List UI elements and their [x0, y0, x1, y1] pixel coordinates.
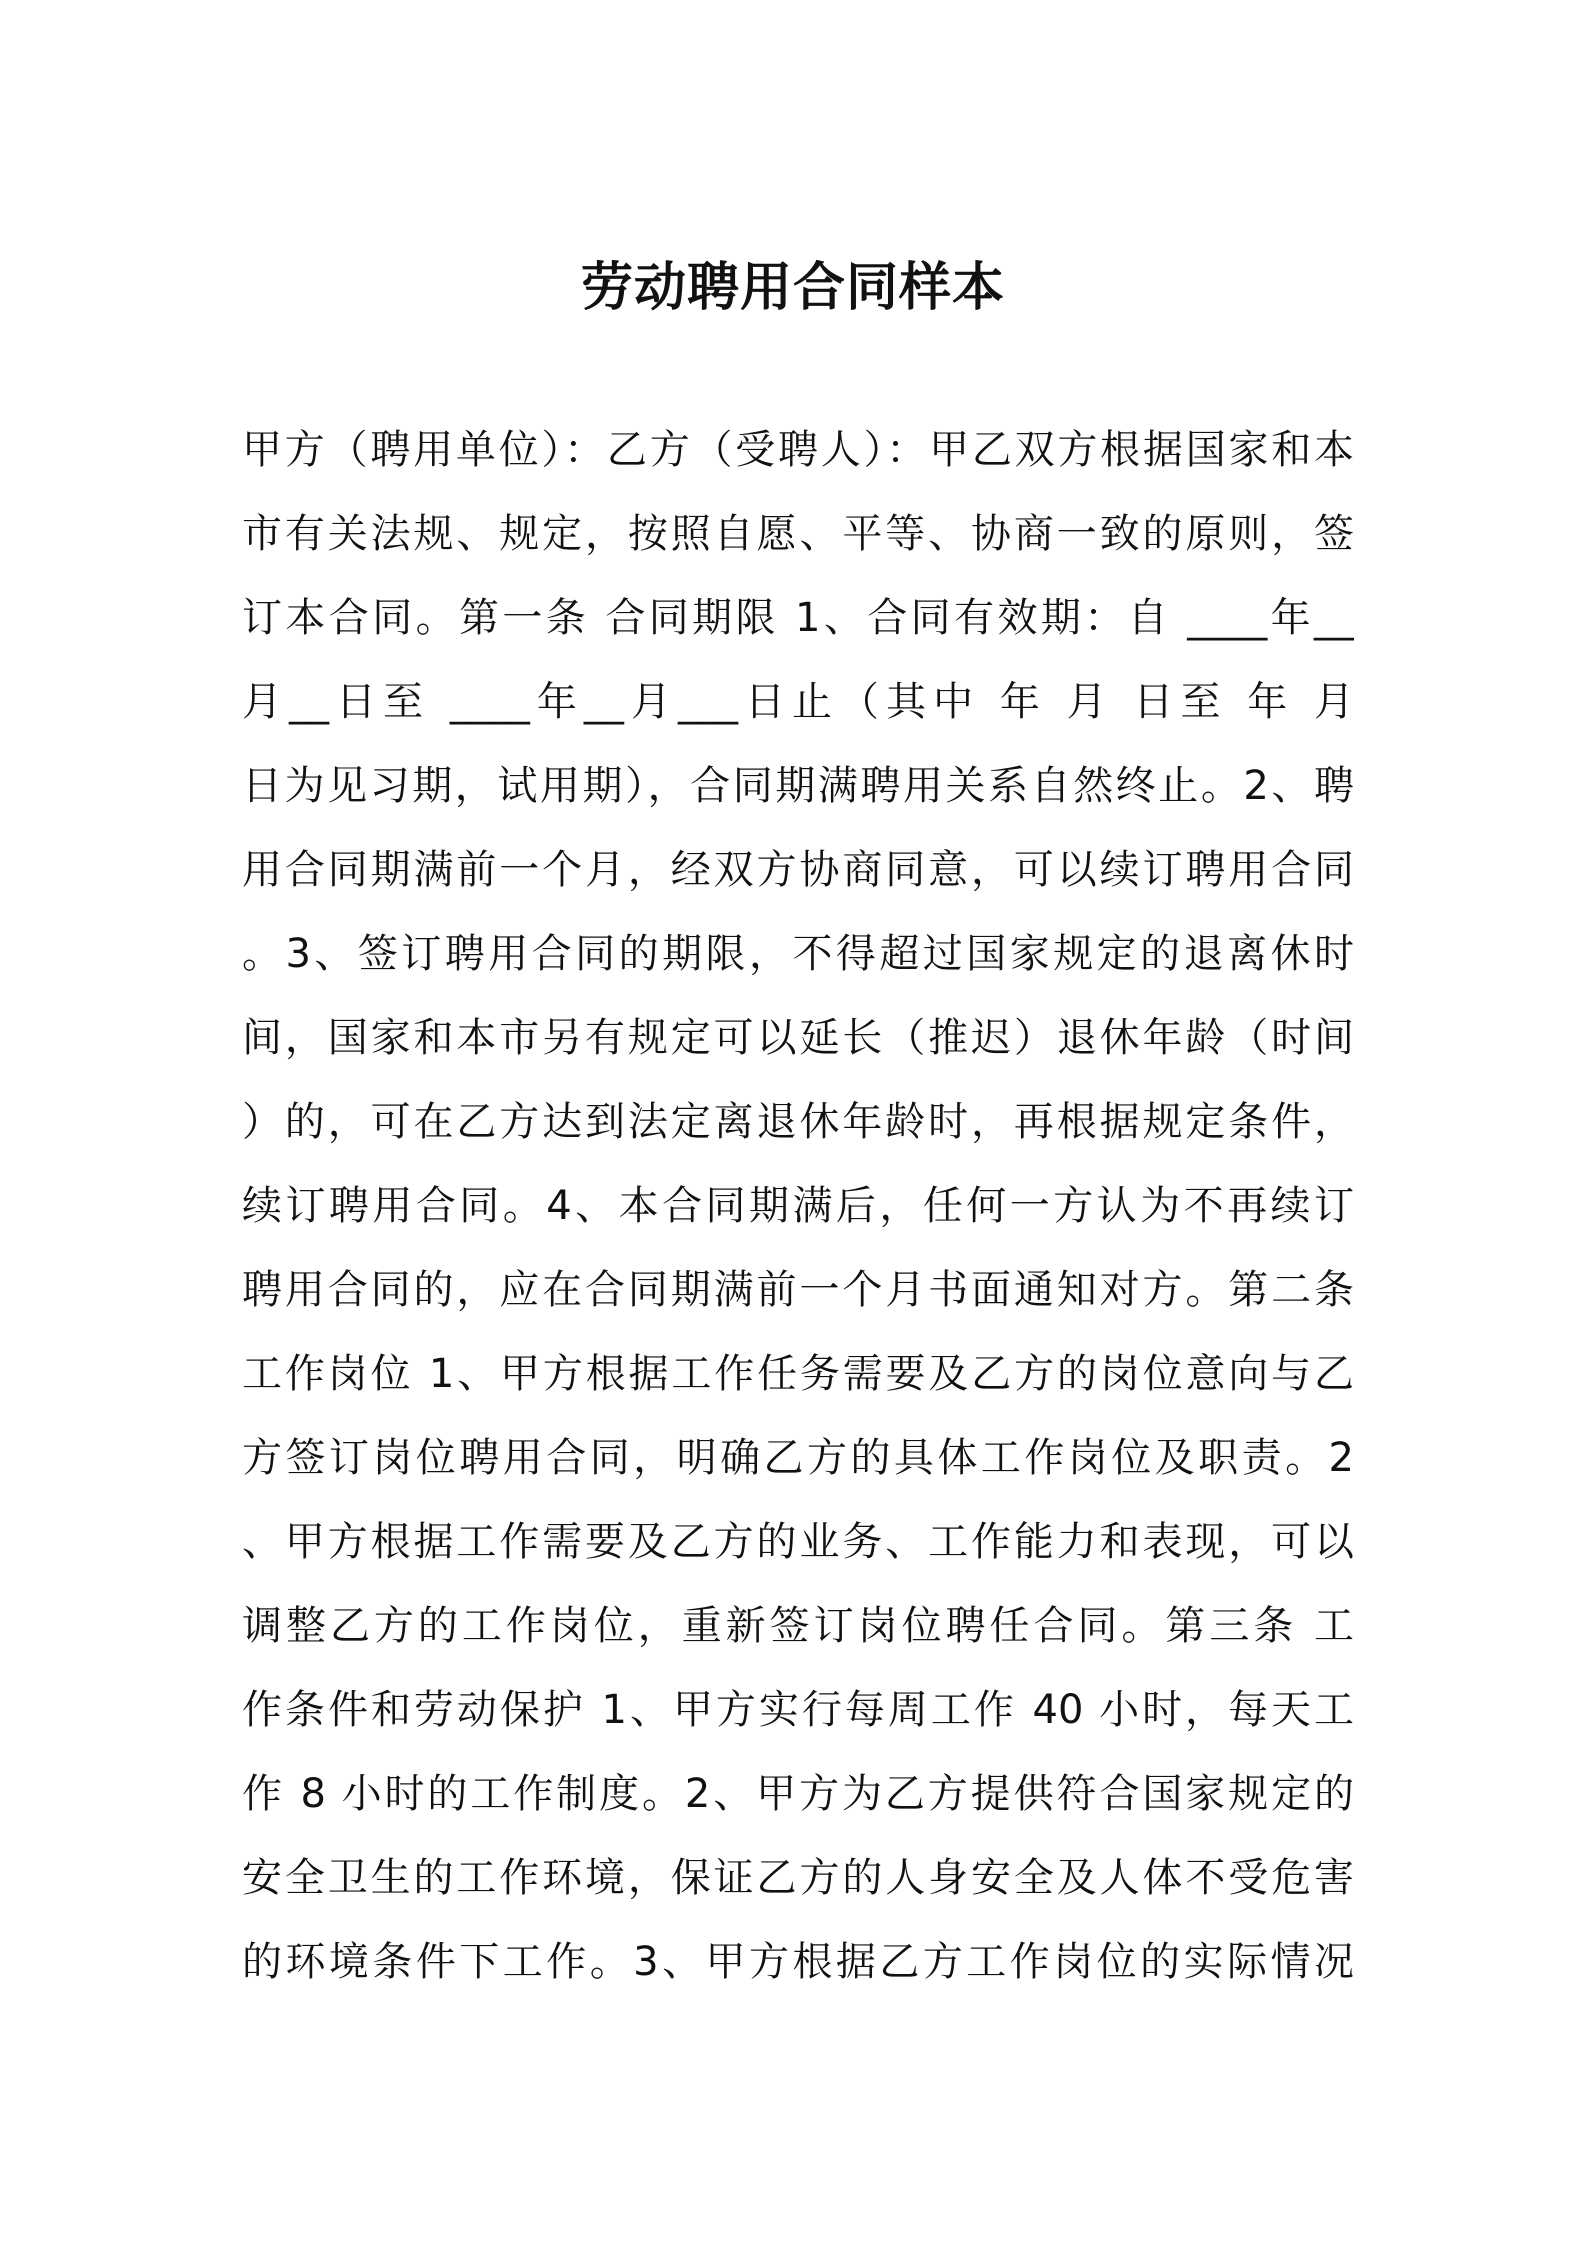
- body-line: 、甲方根据工作需要及乙方的业务、工作能力和表现，可以: [242, 1519, 1354, 1565]
- body-line: 作 8 小时的工作制度。2、甲方为乙方提供符合国家规定的: [242, 1771, 1354, 1817]
- body-line: 月__日至 ____年__月___日止（其中 年 月 日至 年 月: [242, 679, 1354, 725]
- body-line: 日为见习期，试用期），合同期满聘用关系自然终止。2、聘: [242, 763, 1354, 809]
- document-body: [242, 408, 1354, 2004]
- body-line: 的环境条件下工作。3、甲方根据乙方工作岗位的实际情况: [242, 1939, 1354, 1985]
- body-line: 工作岗位 1、甲方根据工作任务需要及乙方的岗位意向与乙: [242, 1351, 1354, 1397]
- body-line: 市有关法规、规定，按照自愿、平等、协商一致的原则，签: [242, 511, 1354, 557]
- body-line: 聘用合同的，应在合同期满前一个月书面通知对方。第二条: [242, 1267, 1354, 1313]
- body-line: 方签订岗位聘用合同，明确乙方的具体工作岗位及职责。2: [242, 1435, 1354, 1481]
- body-line: 甲方（聘用单位）：乙方（受聘人）：甲乙双方根据国家和本: [242, 427, 1354, 473]
- body-line: 续订聘用合同。4、本合同期满后，任何一方认为不再续订: [242, 1183, 1354, 1229]
- body-line: 。3、签订聘用合同的期限，不得超过国家规定的退离休时: [242, 931, 1354, 977]
- body-line: 间，国家和本市另有规定可以延长（推迟）退休年龄（时间: [242, 1015, 1354, 1061]
- body-line: 调整乙方的工作岗位，重新签订岗位聘任合同。第三条 工: [242, 1603, 1354, 1649]
- document-title: 劳动聘用合同样本: [580, 258, 1005, 318]
- body-line: 安全卫生的工作环境，保证乙方的人身安全及人体不受危害: [242, 1855, 1354, 1901]
- body-line: 作条件和劳动保护 1、甲方实行每周工作 40 小时，每天工: [242, 1687, 1354, 1733]
- body-line: ）的，可在乙方达到法定离退休年龄时，再根据规定条件，: [242, 1099, 1354, 1145]
- body-line: 用合同期满前一个月，经双方协商同意，可以续订聘用合同: [242, 847, 1354, 893]
- body-line: 订本合同。第一条 合同期限 1、合同有效期：自 ____年__: [242, 595, 1354, 641]
